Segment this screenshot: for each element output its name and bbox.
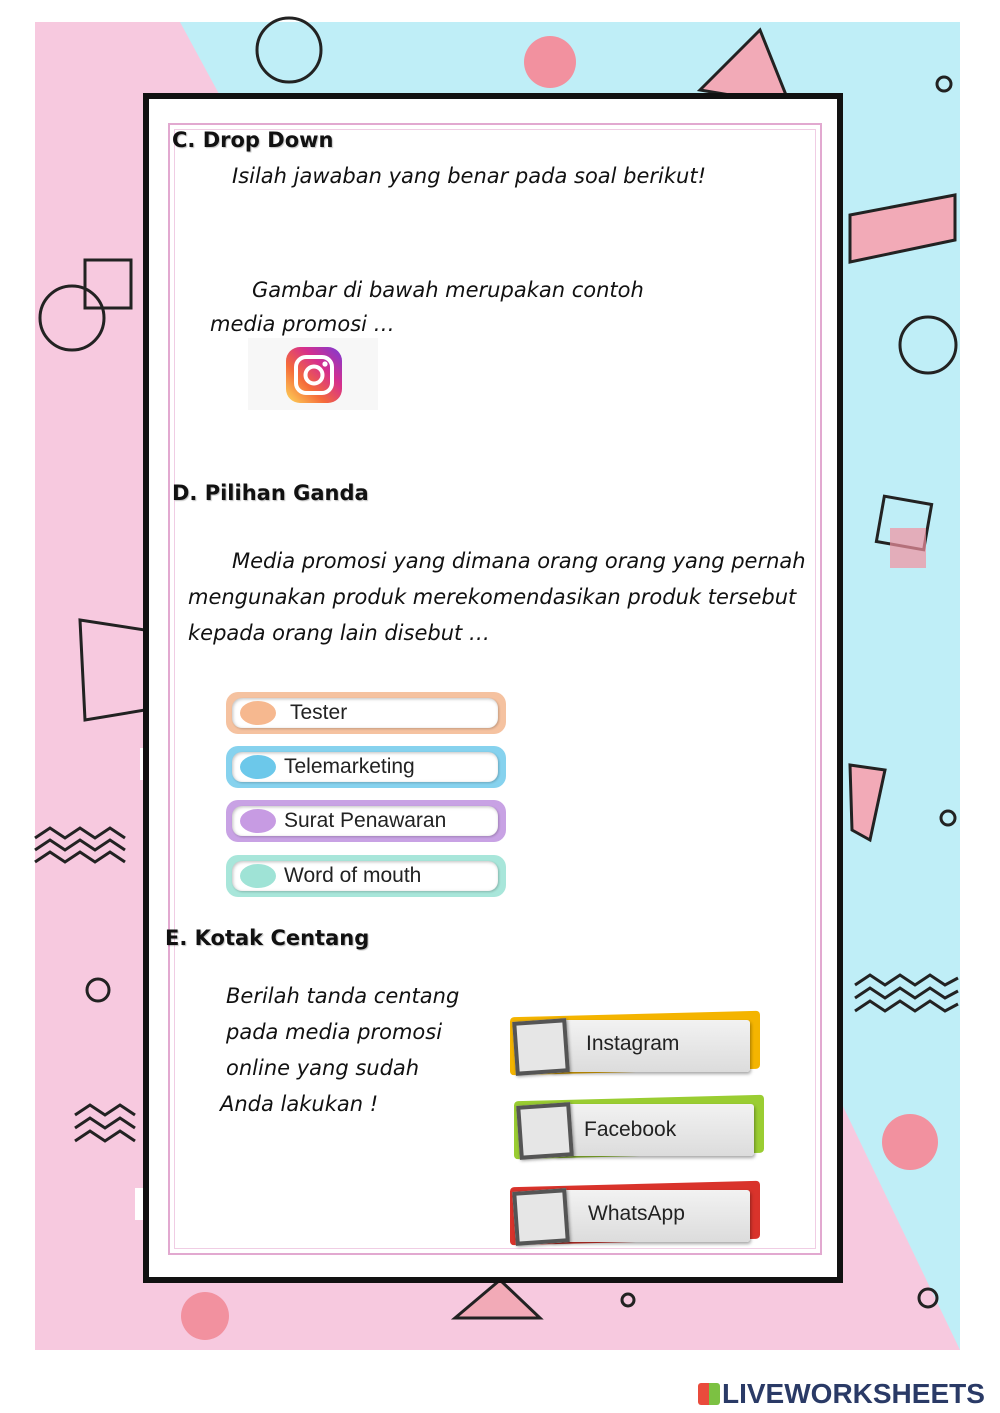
option-tester[interactable] bbox=[226, 692, 506, 734]
section-c-heading: C. Drop Down bbox=[172, 128, 334, 152]
section-e-instruction-line2: pada media promosi bbox=[226, 1020, 443, 1044]
option-word-of-mouth-label: Word of mouth bbox=[284, 864, 422, 887]
checkbox-whatsapp-box[interactable] bbox=[512, 1188, 570, 1246]
instagram-logo-icon bbox=[285, 346, 343, 404]
section-c-instruction: Isilah jawaban yang benar pada soal berikut! bbox=[232, 164, 707, 188]
liveworksheets-brand: LIVEWORKSHEETS bbox=[722, 1378, 985, 1409]
option-surat-penawaran[interactable] bbox=[226, 800, 506, 842]
checkbox-facebook-label: Facebook bbox=[584, 1118, 677, 1141]
option-word-of-mouth[interactable] bbox=[226, 855, 506, 897]
section-d-question-line2: mengunakan produk merekomendasikan produk tersebut bbox=[188, 585, 797, 609]
option-tester-label: Tester bbox=[290, 701, 348, 724]
checkbox-whatsapp-label: WhatsApp bbox=[588, 1202, 685, 1225]
option-tester-radio[interactable] bbox=[240, 701, 276, 725]
option-telemarketing-radio[interactable] bbox=[240, 755, 276, 779]
section-d-question-line3: kepada orang lain disebut … bbox=[188, 621, 490, 645]
liveworksheets-icon bbox=[698, 1383, 720, 1405]
option-surat-penawaran-label: Surat Penawaran bbox=[284, 809, 447, 832]
section-c-question-line2: media promosi … bbox=[210, 312, 395, 336]
liveworksheets-logo bbox=[698, 1378, 985, 1410]
checkbox-facebook-box[interactable] bbox=[516, 1102, 574, 1160]
option-telemarketing-label: Telemarketing bbox=[284, 755, 415, 778]
section-e-instruction-line3: online yang sudah bbox=[226, 1056, 420, 1080]
section-e-heading: E. Kotak Centang bbox=[165, 926, 370, 950]
instagram-image bbox=[248, 338, 378, 410]
section-d-question-line1: Media promosi yang dimana orang orang yang pernah bbox=[232, 549, 806, 573]
option-word-of-mouth-radio[interactable] bbox=[240, 864, 276, 888]
section-e-instruction-line4: Anda lakukan ! bbox=[220, 1092, 379, 1116]
option-surat-penawaran-radio[interactable] bbox=[240, 809, 276, 833]
checkbox-facebook[interactable] bbox=[514, 1098, 766, 1162]
checkbox-instagram-label: Instagram bbox=[586, 1032, 680, 1055]
checkbox-whatsapp[interactable] bbox=[510, 1184, 762, 1248]
checkbox-instagram[interactable] bbox=[510, 1014, 762, 1078]
section-d-heading: D. Pilihan Ganda bbox=[172, 481, 369, 505]
section-c-question-line1: Gambar di bawah merupakan contoh bbox=[252, 278, 644, 302]
section-e-instruction-line1: Berilah tanda centang bbox=[226, 984, 460, 1008]
option-telemarketing[interactable] bbox=[226, 746, 506, 788]
checkbox-instagram-box[interactable] bbox=[512, 1018, 570, 1076]
